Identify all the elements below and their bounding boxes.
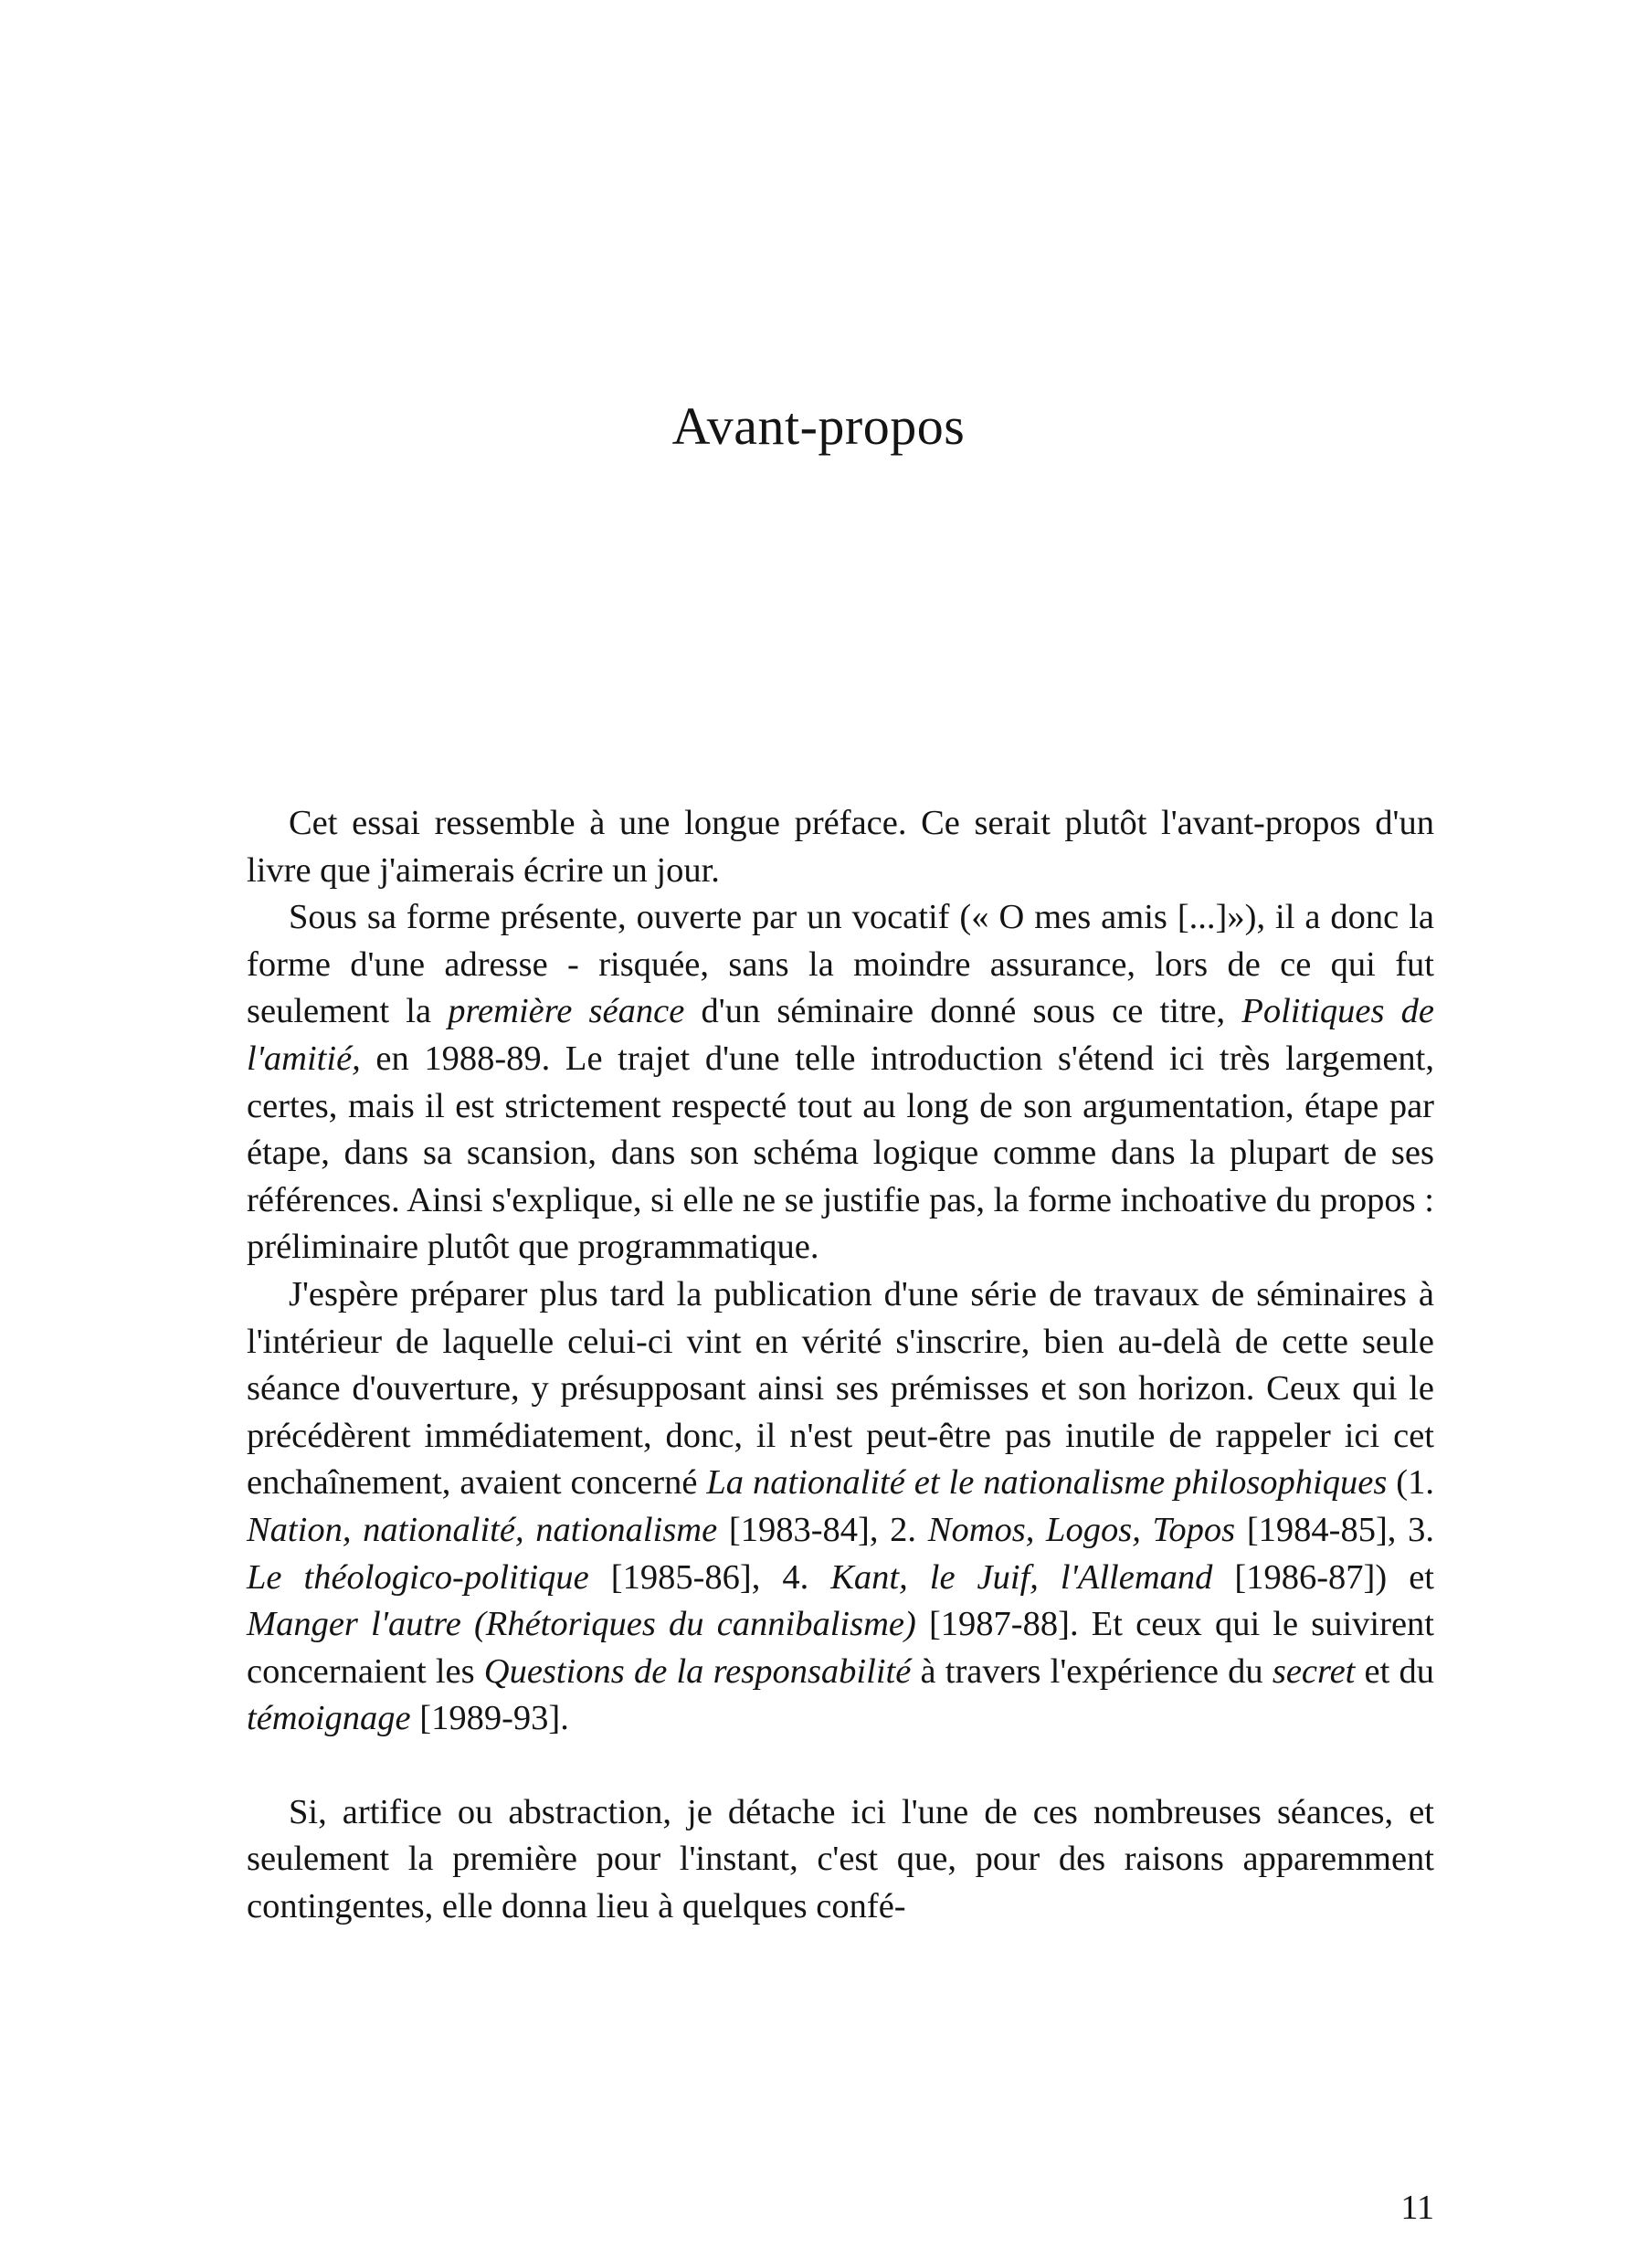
text-run: J'espère préparer plus tard la publication d'une série de travaux de séminaires à l'intérieur de laquelle celui-ci vint en vérité s'inscrire, bien au-delà de cette seule séance d'ouverture, y présupposant ainsi ses prémisses et son horizon. Ceux qui le précédèrent immédiatement, donc, il n'est peut-être pas inutile de rappeler ici cet enchaînement, avaient concerné (247, 1274, 1434, 1503)
text-run: [1983-84], 2. (717, 1510, 928, 1549)
italic-text: témoignage (247, 1699, 411, 1738)
text-run: à travers l'expérience du (911, 1651, 1273, 1691)
text-run: (1. (1387, 1463, 1434, 1503)
page-number: 11 (1400, 2189, 1434, 2227)
italic-text: première séance (448, 992, 685, 1031)
italic-text: Questions de la responsabilité (483, 1651, 912, 1691)
text-run: [1984-85], 3. (1235, 1510, 1434, 1549)
text-run: [1987-88]. Et ceux qui le suivirent concernaient les (247, 1605, 1434, 1691)
italic-text: La nationalité et le nationalisme philosophiques (706, 1463, 1388, 1503)
italic-text: Nomos, Logos, Topos (927, 1510, 1236, 1549)
paragraph-p2 (247, 894, 1434, 1271)
text-run: Si, artifice ou abstraction, je détache ici l'une de ces nombreuses séances, et seulement la première pour l'instant, c'est que, pour des raisons apparemment contingentes, elle donna lieu à quelques confé- (247, 1792, 1434, 1926)
text-run: Sous sa forme présente, ouverte par un vocatif (« O mes amis [...]»), il a donc la forme d'une adresse - risquée, sans la moindre assurance, lors de ce qui fut seulement la (247, 898, 1434, 1031)
italic-text: Manger l'autre (Rhétoriques du cannibalisme) (247, 1605, 916, 1644)
italic-text: Le théologico-politique (247, 1557, 589, 1597)
text-run: en 1988-89. Le trajet d'une telle introduction s'étend ici très largement, certes, mais il est strictement respecté tout au long de son argumentation, étape par étape, dans sa scansion, dans son schéma logique comme dans la plupart de ses références. Ainsi s'explique, si elle ne se justifie pas, la forme inchoative du propos : préliminaire plutôt que programmatique. (247, 1039, 1434, 1267)
paragraph-p4 (247, 1789, 1434, 1931)
text-run: et du (1355, 1651, 1434, 1691)
paragraph-p3 (247, 1271, 1434, 1743)
italic-text: secret (1272, 1651, 1356, 1691)
body-text (247, 800, 1434, 1931)
page-title: Avant-propos (671, 396, 966, 456)
italic-text: Politiques de l'amitié, (247, 992, 1434, 1078)
text-run: [1985-86], 4. (588, 1557, 831, 1597)
text-run: d'un séminaire donné sous ce titre, (684, 992, 1242, 1031)
text-run: [1989-93]. (410, 1699, 569, 1738)
paragraph-p1 (247, 800, 1434, 894)
text-run: Cet essai ressemble à une longue préface. Ce serait plutôt l'avant-propos d'un livre que j'aimerais écrire un jour. (247, 804, 1434, 890)
italic-text: Kant, le Juif, l'Allemand (830, 1557, 1213, 1597)
italic-text: Nation, nationalité, nationalisme (247, 1510, 718, 1549)
text-run: [1986-87]) et (1212, 1557, 1434, 1597)
